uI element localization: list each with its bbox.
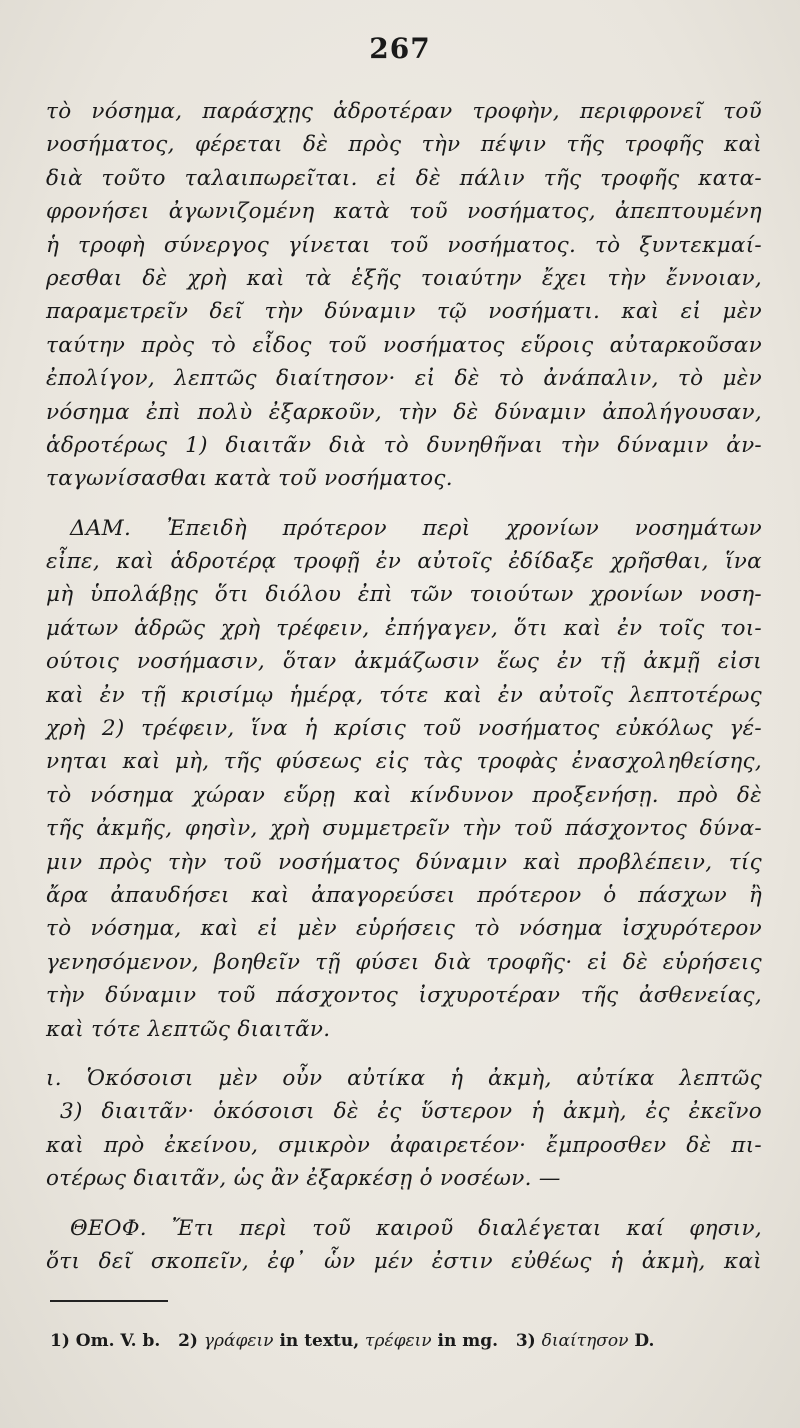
- footnote-1: 1) Om. V. b.: [50, 1331, 161, 1351]
- text-line: εἶπε, καὶ ἁδροτέρᾳ τροφῇ ἐν αὐτοῖς ἐδίδαξε χρῆσθαι, ἵνα: [46, 549, 762, 575]
- footnote-3-text: D.: [634, 1331, 655, 1351]
- footnote-rule: [50, 1300, 168, 1302]
- text-line: νηται καὶ μὴ, τῆς φύσεως εἰς τὰς τροφὰς ἐνασχοληθείσης,: [46, 749, 762, 775]
- text-line: νόσημα ἐπὶ πολὺ ἐξαρκοῦν, τὴν δὲ δύναμιν ἀπολήγουσαν,: [46, 399, 762, 425]
- text-line: 3) διαιτᾶν· ὁκόσοισι δὲ ἐς ὕστερον ἡ ἀκμὴ, ἐς ἐκεῖνο: [60, 1099, 762, 1125]
- footnote-3-number: 3): [515, 1331, 536, 1351]
- page-number: 267: [369, 32, 431, 65]
- footnote-2-text-a: in textu,: [279, 1331, 360, 1351]
- text-line: ἄρα ἀπαυδήσει καὶ ἀπαγορεύσει πρότερον ὁ πάσχων ἢ: [46, 882, 762, 908]
- footnotes: [50, 1331, 780, 1351]
- text-line: ἁδροτέρως 1) διαιτᾶν διὰ τὸ δυνηθῆναι τὴν δύναμιν ἀν-: [46, 432, 762, 458]
- text-line: φρονήσει ἀγωνιζομένη κατὰ τοῦ νοσήματος, ἀπεπτουμένη: [46, 199, 762, 225]
- text-line: ΔΑΜ. Ἐπειδὴ πρότερον περὶ χρονίων νοσημάτων: [70, 515, 762, 541]
- text-line: τὸ νόσημα χώραν εὕρῃ καὶ κίνδυνον προξενήσῃ. πρὸ δὲ: [46, 782, 762, 808]
- text-line: μὴ ὑπολάβῃς ὅτι διόλου ἐπὶ τῶν τοιούτων χρονίων νοση-: [46, 582, 762, 608]
- text-line: ὅτι δεῖ σκοπεῖν, ἐφ᾽ ὧν μέν ἐστιν εὐθέως ἡ ἀκμὴ, καὶ: [46, 1248, 762, 1274]
- text-line: ούτοις νοσήμασιν, ὅταν ἀκμάζωσιν ἕως ἐν τῇ ἀκμῇ εἰσι: [46, 649, 762, 675]
- text-line: ἡ τροφὴ σύνεργος γίνεται τοῦ νοσήματος. τὸ ξυντεκμαί-: [46, 232, 762, 258]
- text-line: ταύτην πρὸς τὸ εἶδος τοῦ νοσήματος εὕροις αὐταρκοῦσαν: [46, 332, 762, 358]
- footnote-2-greek-a: γράφειν: [203, 1331, 274, 1351]
- text-line: οτέρως διαιτᾶν, ὡς ἂν ἐξαρκέσῃ ὁ νοσέων. —: [46, 1166, 561, 1192]
- text-line: ΘΕΟΦ. Ἔτι περὶ τοῦ καιροῦ διαλέγεται καί φησιν,: [70, 1215, 762, 1241]
- footnote-2-text-b: in mg.: [437, 1331, 499, 1351]
- text-line: τῆς ἀκμῆς, φησὶν, χρὴ συμμετρεῖν τὴν τοῦ πάσχοντος δύνα-: [46, 816, 762, 842]
- text-line: καὶ πρὸ ἐκείνου, σμικρὸν ἀφαιρετέον· ἔμπροσθεν δὲ πι-: [46, 1132, 762, 1158]
- text-line: καὶ ἐν τῇ κρισίμῳ ἡμέρᾳ, τότε καὶ ἐν αὐτοῖς λεπτοτέρως: [46, 682, 762, 708]
- footnote-2-greek-b: τρέφειν: [365, 1331, 432, 1351]
- text-line: ι. Ὁκόσοισι μὲν οὖν αὐτίκα ἡ ἀκμὴ, αὐτίκα λεπτῶς: [46, 1065, 762, 1091]
- text-line: τὸ νόσημα, παράσχῃς ἁδροτέραν τροφὴν, περιφρονεῖ τοῦ: [46, 99, 762, 124]
- text-line: ταγωνίσασθαι κατὰ τοῦ νοσήματος.: [46, 466, 453, 492]
- text-line: ρεσθαι δὲ χρὴ καὶ τὰ ἑξῆς τοιαύτην ἔχει τὴν ἔννοιαν,: [46, 265, 762, 291]
- text-line: γενησόμενον, βοηθεῖν τῇ φύσει διὰ τροφῆς· εἰ δὲ εὑρήσεις: [46, 949, 762, 975]
- text-line: διὰ τοῦτο ταλαιπωρεῖται. εἰ δὲ πάλιν τῆς τροφῆς κατα-: [46, 165, 762, 191]
- text-line: παραμετρεῖν δεῖ τὴν δύναμιν τῷ νοσήματι. καὶ εἰ μὲν: [46, 299, 762, 325]
- text-line: καὶ τότε λεπτῶς διαιτᾶν.: [46, 1016, 331, 1042]
- text-line: μιν πρὸς τὴν τοῦ νοσήματος δύναμιν καὶ προβλέπειν, τίς: [46, 849, 762, 875]
- text-line: νοσήματος, φέρεται δὲ πρὸς τὴν πέψιν τῆς τροφῆς καὶ: [46, 132, 762, 158]
- text-line: χρὴ 2) τρέφειν, ἵνα ἡ κρίσις τοῦ νοσήματος εὐκόλως γέ-: [46, 716, 762, 742]
- text-line: τὴν δύναμιν τοῦ πάσχοντος ἰσχυροτέραν τῆς ἀσθενείας,: [46, 983, 762, 1009]
- text-line: μάτων ἁδρῶς χρὴ τρέφειν, ἐπήγαγεν, ὅτι καὶ ἐν τοῖς τοι-: [46, 615, 762, 641]
- text-line: τὸ νόσημα, καὶ εἰ μὲν εὑρήσεις τὸ νόσημα ἰσχυρότερον: [46, 916, 762, 942]
- footnote-3-greek: διαίτησον: [541, 1331, 629, 1351]
- text-line: ἐπολίγον, λεπτῶς διαίτησον· εἰ δὲ τὸ ἀνάπαλιν, τὸ μὲν: [46, 366, 762, 392]
- footnote-2-number: 2): [178, 1331, 198, 1351]
- body-text: [46, 95, 762, 1278]
